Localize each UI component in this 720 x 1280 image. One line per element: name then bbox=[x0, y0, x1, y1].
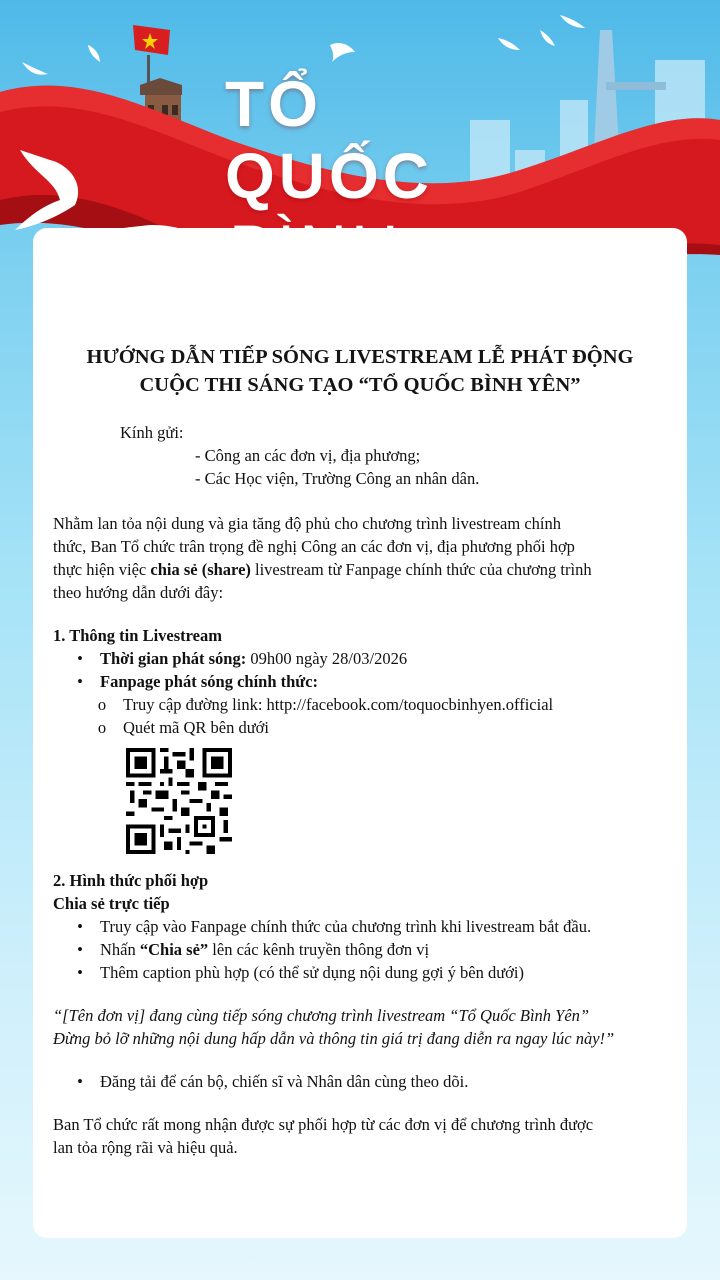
bullet: • bbox=[77, 649, 83, 668]
intro-line-2: thức, Ban Tổ chức trân trọng đề nghị Công an các đơn vị, địa phương phối hợp bbox=[53, 537, 575, 556]
sub-bullet: o bbox=[97, 718, 107, 737]
broadcast-time-value: 09h00 ngày 28/03/2026 bbox=[246, 649, 408, 668]
document-card bbox=[33, 228, 687, 1238]
title-line-1: HƯỚNG DẪN TIẾP SÓNG LIVESTREAM LỄ PHÁT ĐỘNG bbox=[86, 346, 634, 368]
intro-line-1: Nhằm lan tỏa nội dung và gia tăng độ phủ cho chương trình livestream chính bbox=[53, 514, 561, 533]
title-line-2: CUỘC THI SÁNG TẠO “TỔ QUỐC BÌNH YÊN” bbox=[139, 374, 581, 396]
recipient-1: - Công an các đơn vị, địa phương; bbox=[195, 446, 421, 465]
section-2-heading: 2. Hình thức phối hợp bbox=[53, 871, 209, 890]
intro-line-3 bbox=[53, 558, 592, 581]
step-2-post: lên các kênh truyền thông đơn vị bbox=[208, 940, 430, 959]
qr-code[interactable] bbox=[126, 748, 232, 854]
recipient-2: - Các Học viện, Trường Công an nhân dân. bbox=[195, 469, 480, 488]
caption-quote-line-2: Đừng bỏ lỡ những nội dung hấp dẫn và thông tin giá trị đang diễn ra ngay lúc này!” bbox=[53, 1029, 615, 1048]
bullet: • bbox=[77, 940, 83, 959]
step-2-pre: Nhấn bbox=[100, 940, 140, 959]
closing-line-1: Ban Tổ chức rất mong nhận được sự phối hợp từ các đơn vị để chương trình được bbox=[53, 1115, 594, 1134]
bullet: • bbox=[77, 1072, 83, 1091]
step-2-bold: “Chia sẻ” bbox=[139, 940, 209, 959]
step-3: Thêm caption phù hợp (có thể sử dụng nội dung gợi ý bên dưới) bbox=[100, 963, 524, 982]
intro-line-4: theo hướng dẫn dưới đây: bbox=[53, 583, 224, 602]
section-2-subheading: Chia sẻ trực tiếp bbox=[53, 894, 170, 913]
section-1-heading: 1. Thông tin Livestream bbox=[53, 626, 222, 645]
greeting: Kính gửi: bbox=[120, 423, 184, 442]
broadcast-time-label: Thời gian phát sóng: bbox=[100, 649, 247, 668]
intro-line-3-post: livestream từ Fanpage chính thức của chương trình bbox=[250, 560, 592, 579]
fanpage-link[interactable]: Truy cập đường link: http://facebook.com/toquocbinhyen.official bbox=[123, 695, 554, 714]
bullet: • bbox=[77, 672, 83, 691]
caption-quote-line-1: “[Tên đơn vị] đang cùng tiếp sóng chương trình livestream “Tổ Quốc Bình Yên” bbox=[53, 1006, 590, 1025]
intro-line-3-bold: chia sẻ (share) bbox=[150, 560, 251, 579]
sub-bullet: o bbox=[97, 695, 107, 714]
logo-line-1: TỔ QUỐC bbox=[225, 68, 433, 212]
qr-instruction: Quét mã QR bên dưới bbox=[123, 718, 269, 737]
bullet: • bbox=[77, 917, 83, 936]
closing-line-2: lan tỏa rộng rãi và hiệu quả. bbox=[53, 1138, 238, 1157]
broadcast-time bbox=[100, 647, 407, 670]
bullet: • bbox=[77, 963, 83, 982]
fanpage-label: Fanpage phát sóng chính thức: bbox=[100, 672, 319, 691]
step-1: Truy cập vào Fanpage chính thức của chương trình khi livestream bắt đầu. bbox=[100, 917, 592, 936]
step-4: Đăng tải để cán bộ, chiến sĩ và Nhân dân cùng theo dõi. bbox=[100, 1072, 469, 1091]
step-2 bbox=[100, 938, 429, 961]
intro-line-3-pre: thực hiện việc bbox=[53, 560, 151, 579]
document-title bbox=[43, 343, 677, 399]
